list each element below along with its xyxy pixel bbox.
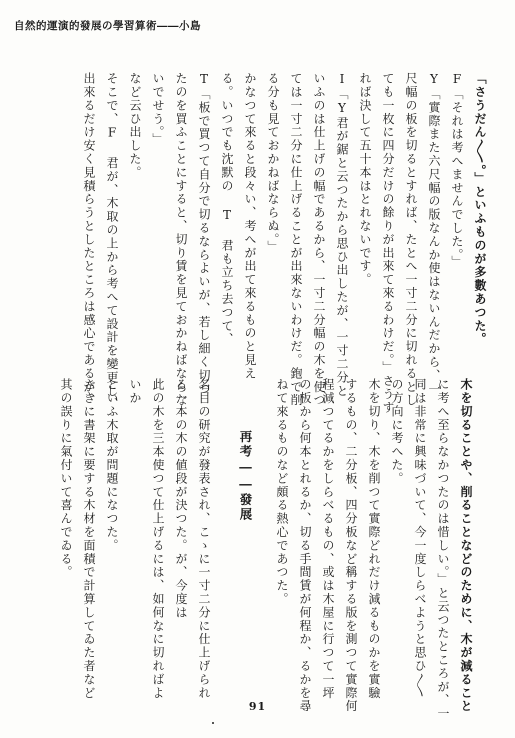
text-column: F「それは考へませんでした。」 bbox=[450, 72, 464, 269]
text-column: するもの、二分板、四分板など稱する版を測つて實際何 bbox=[344, 378, 358, 713]
text-column: かなつて來ると段々い、考へが出て來るものと見え bbox=[243, 72, 257, 381]
text-column: の方向に考へた。 bbox=[390, 378, 404, 486]
print-mark bbox=[212, 722, 214, 724]
text-column: T「板で買つて自分で切るならよいが、若し細く切つ bbox=[197, 72, 211, 396]
text-column: る。いつでも沈默の T 君も立ち去つて、 bbox=[220, 72, 234, 346]
text-column: 其の誤りに氣付いて喜んでゐる。 bbox=[59, 378, 73, 579]
text-column: そこで、F 君が、木取の上から考へて設計を變更し、 bbox=[105, 72, 119, 411]
text-column: る一本の木の値段が決つた。が、今度は bbox=[174, 378, 188, 620]
text-column: 名目の研究が發表され、こゝに一寸二分に仕上げられ bbox=[197, 378, 211, 700]
section-heading: 再考――發展 bbox=[238, 430, 253, 522]
text-column: といふ木取が問題になつた。 bbox=[105, 378, 119, 553]
text-column: ては一寸二分に仕上げることが出來ないわけだ。鉋で削 bbox=[289, 72, 303, 407]
text-column: ねて來るものなど頗る熱心であつた。 bbox=[275, 378, 289, 606]
text-column: 「さうだん〳〵。」といふものが多數あつた。 bbox=[473, 72, 487, 346]
text-column: いでせう。」 bbox=[151, 72, 165, 147]
text-column: ても一枚に四分だけの餘りが出來て來るわけだ。」さうす bbox=[381, 72, 395, 415]
text-column: など云ひ出した。 bbox=[128, 72, 142, 180]
text-column: れば決して五十本はとれないです。 bbox=[358, 72, 372, 287]
text-column: たのを買ふことにすると、切り賃を見ておかねばならな bbox=[174, 72, 188, 407]
text-column: る分も見ておかねばならぬ。」 bbox=[266, 72, 280, 254]
text-column: 此の木を三本使つて仕上げるには、如何なに切ればよ bbox=[151, 378, 165, 700]
text-column: 尺幅の板を切るとすれば、たとへ一寸二分に切れるとし bbox=[404, 72, 418, 407]
text-column: 同は非常に興味づいて、今一度しらべようと思ひ〳〵 bbox=[413, 378, 427, 699]
text-column: 出來るだけ安く見積らうとしたところは感心であるが、 bbox=[82, 72, 96, 407]
text-column: いか bbox=[128, 378, 142, 405]
text-column: I「Y君が鋸と云つたから思ひ出したが、一寸二分と bbox=[335, 72, 349, 398]
text-column: さきに書架に要する木材を面積で計算してゐた者など bbox=[82, 378, 96, 700]
text-column: に考へ至らなかつたのは惜しい。」と云つたところが、一 bbox=[436, 378, 450, 721]
text-column: いふのは仕上げの幅であるから、一寸二分幅の木を使つ bbox=[312, 72, 326, 407]
text-column: 木を切り、木を削つて實際どれだけ減るものかを實驗 bbox=[367, 378, 381, 700]
text-column: の板から何本とれるか、切る手間賃が何程か、るかを尋 bbox=[298, 378, 312, 713]
text-column: 程減つてるかをしらべるもの、或は木屋に行つて一坪 bbox=[321, 378, 335, 700]
text-column: 木を切ることや、削ることなどのために、木が減ること bbox=[459, 378, 473, 713]
running-header: 自然的運演的發展の學習算術――小島 bbox=[14, 20, 201, 32]
text-column: Y「實際また六尺幅の版なんか使はないんだから、一 bbox=[427, 72, 441, 396]
page-number: 91 bbox=[248, 700, 267, 713]
